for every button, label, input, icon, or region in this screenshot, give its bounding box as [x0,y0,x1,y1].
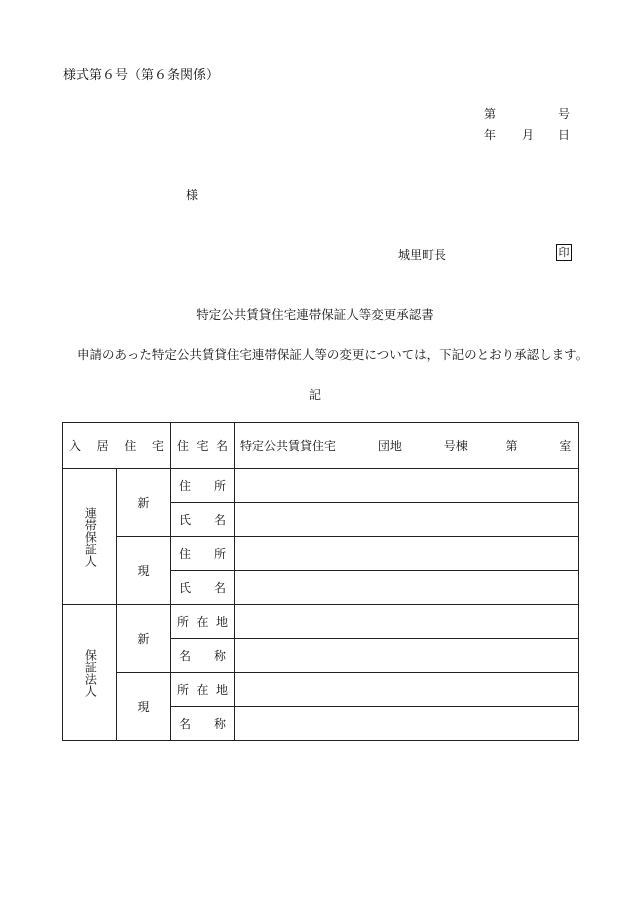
label-char: 氏 [179,513,192,527]
date-day: 日 [557,128,570,142]
rentai-gen-jusho-field[interactable] [235,537,579,571]
doc-number-dai: 第 [484,107,497,121]
shozaichi-label [171,673,235,707]
issuer-name: 城里町長 [398,248,447,262]
nyukyo-jutaku-label [63,423,171,469]
jutaku-mei-label [171,423,235,469]
label-char: 氏 [179,581,192,595]
document-date [484,126,570,143]
rentai-shin-label: 新 [117,469,171,537]
jusho-label [171,537,235,571]
meisho-label [171,639,235,673]
table-row [63,605,579,639]
shimei-label [171,571,235,605]
hosho-shin-label: 新 [117,605,171,673]
jutaku-mei-value [235,423,579,469]
jutaku-dai: 第 [505,439,518,453]
rentai-shin-jusho-field[interactable] [235,469,579,503]
rentai-shin-shimei-field[interactable] [235,503,579,537]
label-char: 住 [179,547,192,561]
label-char: 入 [69,439,82,453]
hosho-hojin-label: 保証法人 [63,605,117,741]
label-char: 住 [179,479,192,493]
label-char: 居 [96,439,109,453]
label-char: 名 [213,581,226,595]
label-char: 名 [179,717,192,731]
label-char: 名 [215,439,228,453]
jutaku-danchi: 団地 [377,439,402,453]
seal-mark: 印 [556,244,572,261]
date-year: 年 [484,128,497,142]
label-char: 地 [215,615,228,629]
label-char: 宅 [151,439,164,453]
label-char: 名 [213,513,226,527]
label-char: 称 [213,717,226,731]
label-char: 所 [177,683,190,697]
hosho-gen-label: 現 [117,673,171,741]
label-char: 称 [213,649,226,663]
ki-heading: 記 [308,388,321,402]
label-char: 住 [124,439,137,453]
date-month: 月 [522,128,535,142]
rentai-gen-label: 現 [117,537,171,605]
table-row [63,537,579,571]
addressee-suffix: 様 [186,188,199,202]
table-row [63,423,579,469]
label-char: 在 [196,683,209,697]
label-char: 所 [213,547,226,561]
form-number: 様式第６号（第６条関係） [63,68,220,83]
jutaku-prefix: 特定公共賃貸住宅 [240,439,337,453]
body-text: 申請のあった特定公共賃貸住宅連帯保証人等の変更については，下記のとおり承認します。 [77,347,589,362]
label-char: 地 [215,683,228,697]
hosho-shin-shozaichi-field[interactable] [235,605,579,639]
document-number [484,105,570,122]
shimei-label [171,503,235,537]
jutaku-goto: 号棟 [443,439,468,453]
document-title: 特定公共賃貸住宅連帯保証人等変更承認書 [196,307,434,322]
label-char: 所 [177,615,190,629]
rentai-gen-shimei-field[interactable] [235,571,579,605]
label-char: 名 [179,649,192,663]
hosho-shin-meisho-field[interactable] [235,639,579,673]
rentai-hoshonin-label: 連帯保証人 [63,469,117,605]
doc-number-go: 号 [557,107,570,121]
label-char: 所 [213,479,226,493]
hosho-gen-meisho-field[interactable] [235,707,579,741]
label-char: 在 [196,615,209,629]
label-char: 宅 [196,439,209,453]
table-row [63,673,579,707]
meisho-label [171,707,235,741]
jusho-label [171,469,235,503]
approval-table [62,422,579,741]
jutaku-shitsu: 室 [559,439,572,453]
hosho-gen-shozaichi-field[interactable] [235,673,579,707]
label-char: 住 [177,439,190,453]
table-row [63,469,579,503]
shozaichi-label [171,605,235,639]
